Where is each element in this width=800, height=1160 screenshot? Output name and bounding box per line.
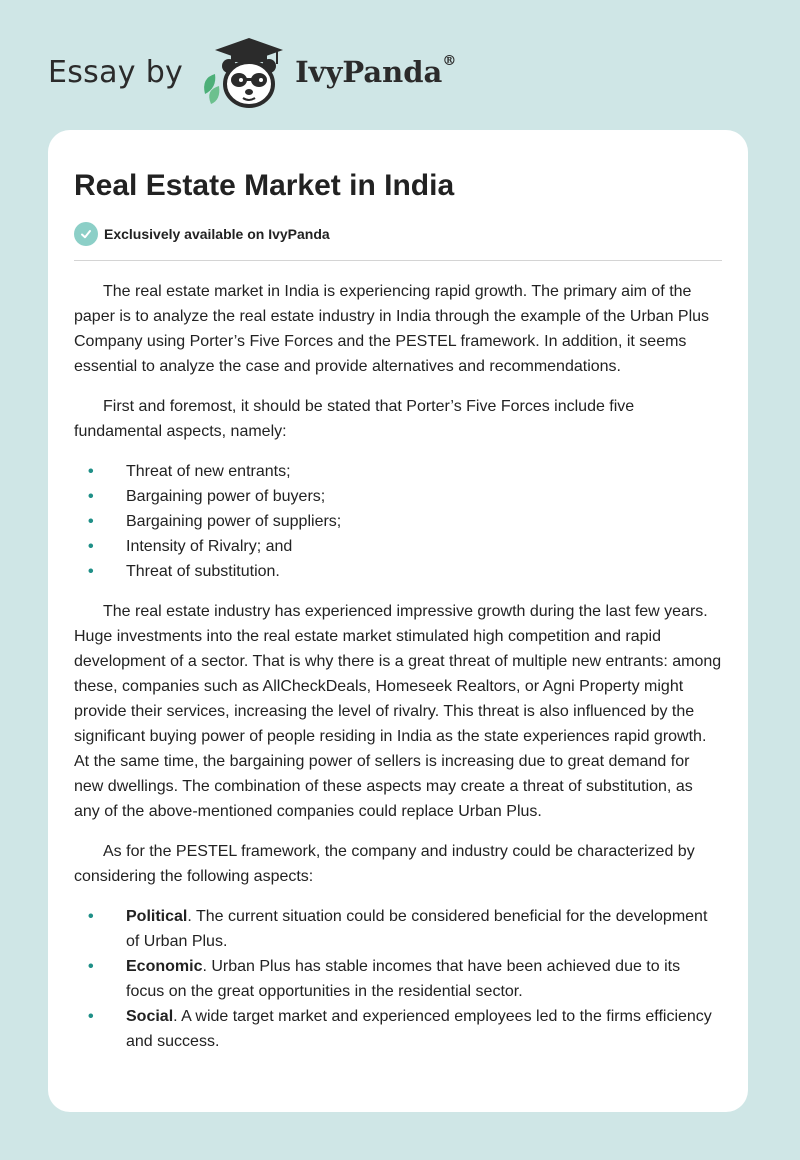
- bullet-icon: •: [88, 958, 94, 975]
- bullet-icon: •: [88, 463, 94, 480]
- list-item-text: . A wide target market and experienced employees led to the firms efficiency and success.: [126, 1008, 712, 1050]
- bullet-icon: •: [88, 488, 94, 505]
- bullet-icon: •: [88, 538, 94, 555]
- brand-text: IvyPanda: [295, 55, 443, 89]
- list-item: [74, 509, 722, 534]
- list-item-text: . The current situation could be considered beneficial for the development of Urban Plus.: [126, 908, 708, 950]
- pestel-list: [74, 904, 722, 1054]
- divider: [74, 260, 722, 261]
- list-item: [74, 484, 722, 509]
- article-card: [48, 130, 748, 1112]
- list-item-text: Bargaining power of suppliers;: [126, 513, 342, 530]
- paragraph: First and foremost, it should be stated that Porter’s Five Forces include five fundamental aspects, namely:: [74, 398, 635, 440]
- list-item-term: Economic: [126, 958, 203, 975]
- list-item-term: Social: [126, 1008, 174, 1025]
- essay-by-label: Essay by: [48, 54, 184, 90]
- panda-logo-icon[interactable]: [197, 34, 289, 110]
- site-header: [48, 34, 456, 110]
- list-item-text: Threat of substitution.: [126, 563, 280, 580]
- exclusive-badge: [74, 222, 722, 246]
- list-item: [74, 1004, 722, 1054]
- exclusive-label: Exclusively available on IvyPanda: [104, 226, 330, 242]
- list-item: [74, 534, 722, 559]
- list-item: [74, 459, 722, 484]
- bullet-icon: •: [88, 1008, 94, 1025]
- list-item-text: Intensity of Rivalry; and: [126, 538, 293, 555]
- check-icon: [74, 222, 98, 246]
- article-title: Real Estate Market in India: [74, 169, 455, 202]
- brand-name[interactable]: [295, 55, 456, 89]
- bullet-icon: •: [88, 563, 94, 580]
- list-item-text: Bargaining power of buyers;: [126, 488, 326, 505]
- article-body: [74, 279, 722, 1054]
- bullet-icon: •: [88, 908, 94, 925]
- list-item: [74, 559, 722, 584]
- list-item: [74, 954, 722, 1004]
- bullet-icon: •: [88, 513, 94, 530]
- list-item-term: Political: [126, 908, 188, 925]
- paragraph: The real estate industry has experienced impressive growth during the last few years. Huge investments into the real estate market stimulated high competition and rapid development of a sector. That is why there is a great threat of multiple new entrants: among these, companies such as AllCheckDeals, Homeseek Realtors, or Agni Property might provide their services, increasing the level of rivalry. This threat is also influenced by the significant buying power of people residing in India as the state experiences rapid growth. At the same time, the bargaining power of sellers is increasing due to great demand for new dwellings. The combination of these aspects may create a threat of substitution, as any of the above-mentioned companies could replace Urban Plus.: [74, 603, 722, 820]
- paragraph: As for the PESTEL framework, the company and industry could be characterized by considering the following aspects:: [74, 843, 695, 885]
- paragraph: The real estate market in India is experiencing rapid growth. The primary aim of the paper is to analyze the real estate industry in India through the example of the Urban Plus Company using Porter’s Five Forces and the PESTEL framework. In addition, it seems essential to analyze the case and provide alternatives and recommendations.: [74, 283, 710, 375]
- list-item: [74, 904, 722, 954]
- list-item-text: Threat of new entrants;: [126, 463, 291, 480]
- list-item-text: . Urban Plus has stable incomes that have been achieved due to its focus on the great opportunities in the residential sector.: [126, 958, 681, 1000]
- forces-list: [74, 459, 722, 584]
- registered-mark: ®: [442, 53, 457, 69]
